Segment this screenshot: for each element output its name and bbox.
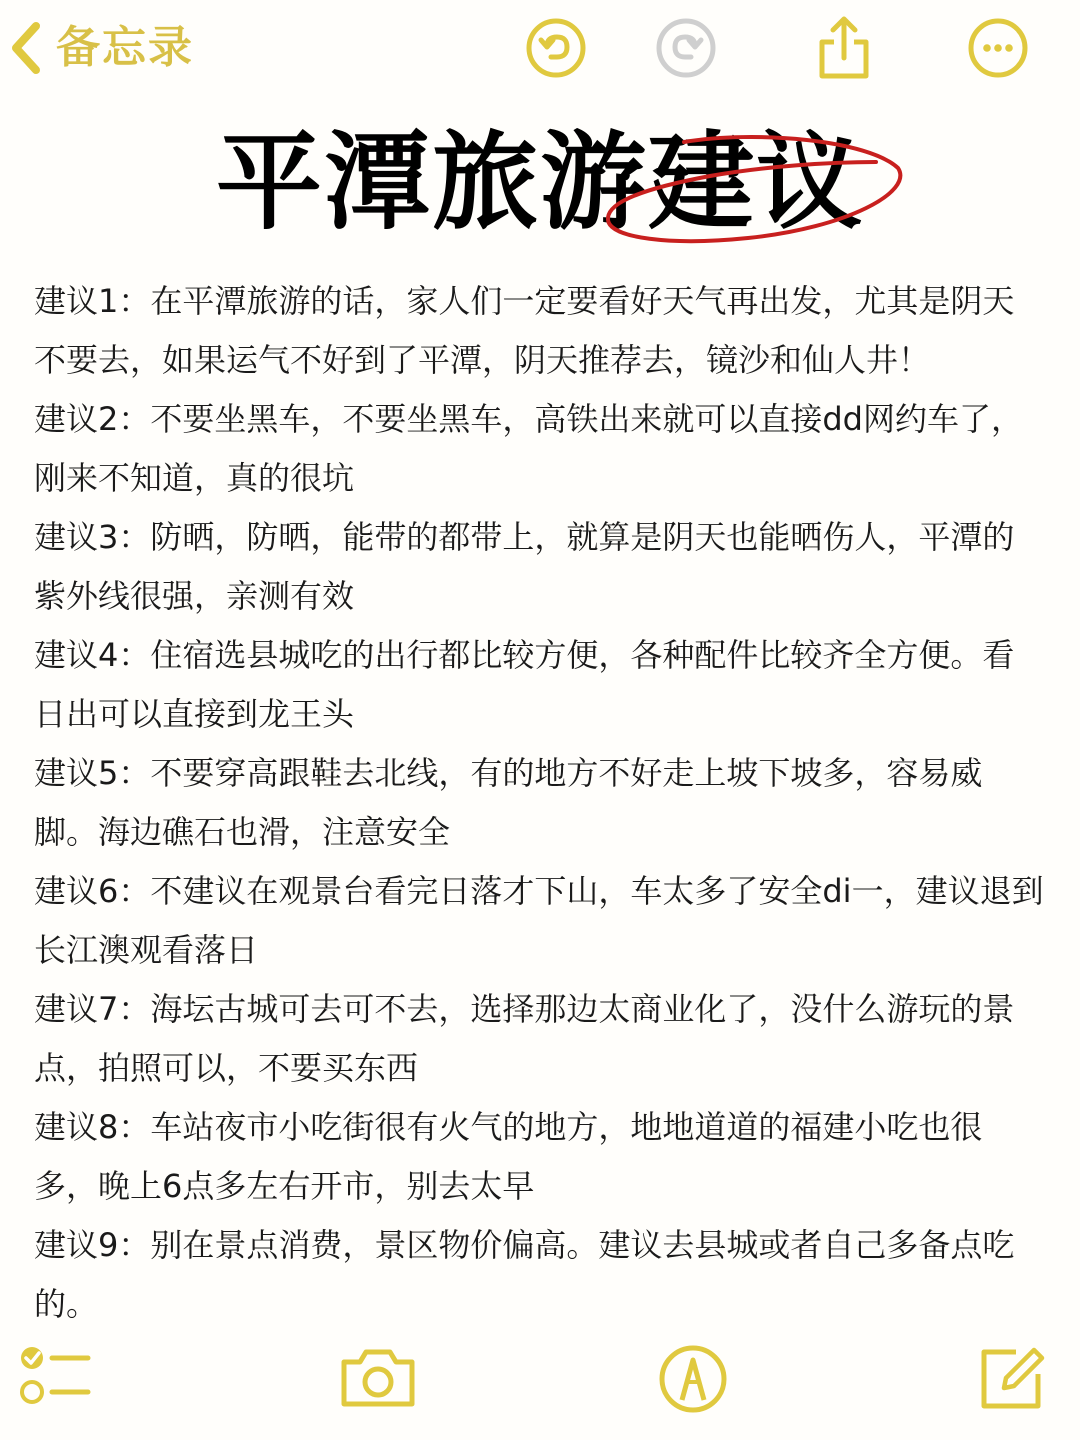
top-bar: [0, 0, 1080, 100]
more-icon[interactable]: [966, 16, 1030, 80]
share-icon[interactable]: [812, 16, 876, 80]
tip-item: 建议3：防晒，防晒，能带的都带上，就算是阴天也能晒伤人，平潭的紫外线很强，亲测有效: [34, 518, 1015, 615]
compose-icon[interactable]: [976, 1342, 1048, 1414]
back-button[interactable]: [4, 16, 194, 80]
tip-item: 建议5：不要穿高跟鞋去北线，有的地方不好走上坡下坡多，容易威脚。海边礁石也滑，注意安全: [34, 754, 983, 851]
undo-icon[interactable]: [524, 16, 588, 80]
page-title-container: [0, 118, 1080, 248]
markup-pen-icon[interactable]: [658, 1344, 728, 1414]
tip-item: 建议1：在平潭旅游的话，家人们一定要看好天气再出发，尤其是阴天不要去，如果运气不好到了平潭，阴天推荐去，镜沙和仙人井！: [34, 282, 1015, 379]
checklist-icon[interactable]: [18, 1342, 92, 1408]
tip-item: 建议8：车站夜市小吃街很有火气的地方，地地道道的福建小吃也很多，晚上6点多左右开市，别去太早: [34, 1108, 983, 1205]
tip-item: 建议9：别在景点消费，景区物价偏高。建议去县城或者自己多备点吃的。: [34, 1226, 1015, 1323]
chevron-left-icon: [4, 16, 48, 80]
tip-item: 建议4：住宿选县城吃的出行都比较方便，各种配件比较齐全方便。看日出可以直接到龙王头: [34, 636, 1015, 733]
tip-item: 建议7：海坛古城可去可不去，选择那边太商业化了，没什么游玩的景点，拍照可以，不要买东西: [34, 990, 1015, 1087]
tip-item: 建议2：不要坐黑车，不要坐黑车，高铁出来就可以直接dd网约车了，刚来不知道，真的很坑: [34, 400, 1023, 497]
back-label: 备忘录: [56, 22, 194, 73]
title-part-1: 平潭旅游: [216, 121, 648, 244]
title-part-2: 建议: [648, 121, 864, 244]
page-title: [216, 118, 864, 248]
camera-icon[interactable]: [338, 1346, 418, 1410]
bottom-toolbar: [0, 1340, 1080, 1440]
tips-list: [34, 272, 1044, 1334]
redo-icon[interactable]: [654, 16, 718, 80]
tip-item: 建议6：不建议在观景台看完日落才下山，车太多了安全di一，建议退到长江澳观看落日: [34, 872, 1044, 969]
